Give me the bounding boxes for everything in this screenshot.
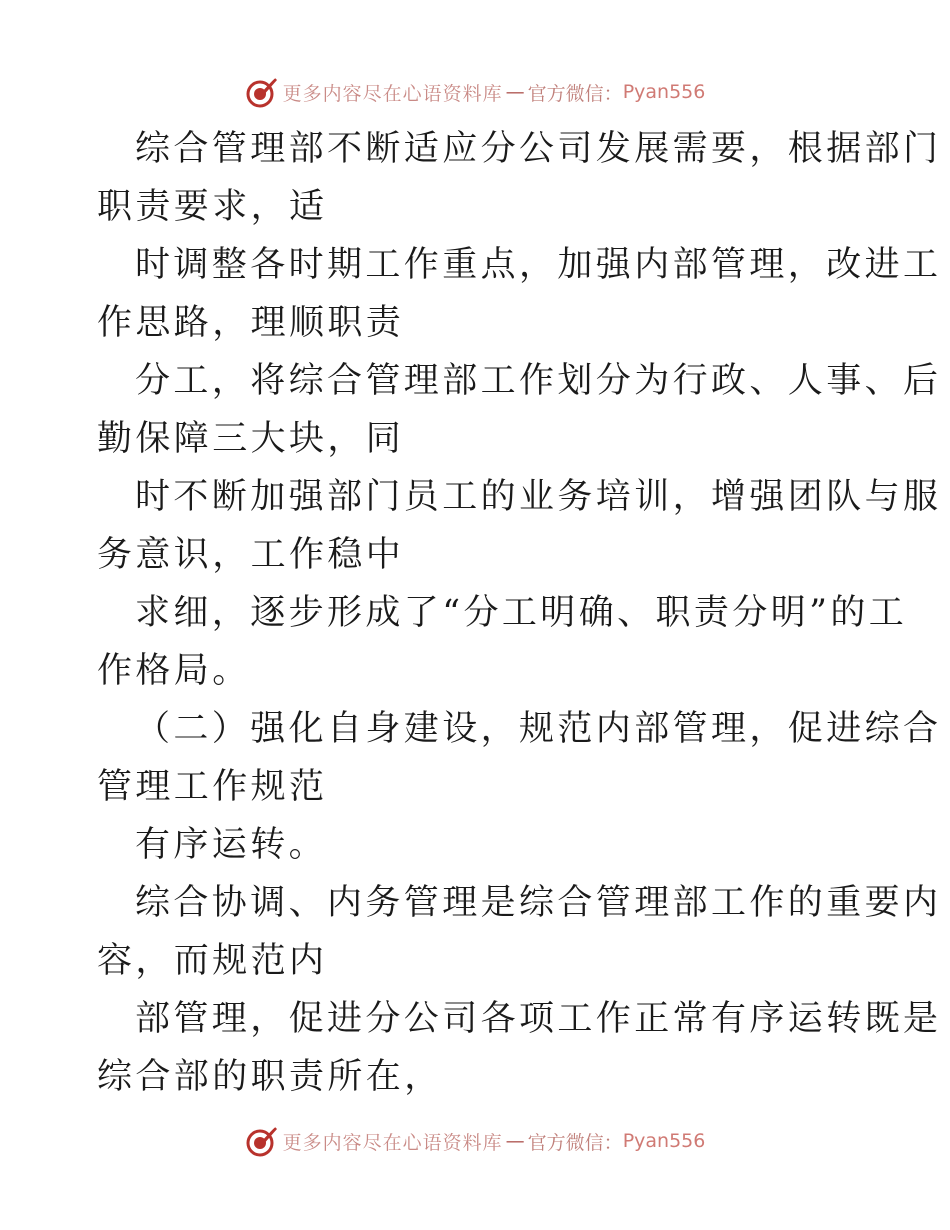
body-line: 作思路，理顺职责 [97, 303, 405, 343]
body-line: 职责要求，适 [97, 187, 328, 227]
banner-library-text: 更多内容尽在心语资料库 [282, 82, 503, 105]
body-line: 时调整各时期工作重点，加强内部管理，改进工 [135, 245, 942, 285]
banner-dash: — [505, 81, 525, 103]
body-line: 时不断加强部门员工的业务培训，增强团队与服 [135, 477, 942, 517]
body-line: 务意识，工作稳中 [97, 535, 405, 575]
body-line: 容，而规范内 [97, 941, 328, 981]
quill-logo-icon [245, 1124, 279, 1158]
body-line: 部管理，促进分公司各项工作正常有序运转既是 [135, 999, 942, 1039]
section-heading-line: （二）强化自身建设，规范内部管理，促进综合 [135, 709, 942, 749]
body-line: 勤保障三大块，同 [97, 419, 405, 459]
document-body [97, 120, 942, 1106]
banner-wechat-label: 官方微信： [527, 82, 623, 105]
body-line: 分工，将综合管理部工作划分为行政、人事、后 [135, 361, 942, 401]
body-line: 综合部的职责所在， [97, 1057, 443, 1097]
body-line: 作格局。 [97, 651, 251, 691]
body-line: 综合协调、内务管理是综合管理部工作的重要内 [135, 883, 942, 923]
section-heading-line: 管理工作规范 [97, 767, 328, 807]
banner-library-text: 更多内容尽在心语资料库 [282, 1131, 503, 1154]
body-line: 求细，逐步形成了“分工明确、职责分明”的工 [135, 593, 908, 633]
body-line: 有序运转。 [135, 825, 328, 865]
quill-logo-icon [245, 75, 279, 109]
banner-wechat-label: 官方微信： [527, 1131, 623, 1154]
banner-dash: — [505, 1130, 525, 1152]
header-watermark-banner [0, 72, 950, 112]
banner-wechat-id: Pyan556 [622, 81, 706, 103]
body-line: 综合管理部不断适应分公司发展需要，根据部门 [135, 129, 942, 169]
footer-watermark-banner [0, 1121, 950, 1161]
banner-wechat-id: Pyan556 [622, 1130, 706, 1152]
